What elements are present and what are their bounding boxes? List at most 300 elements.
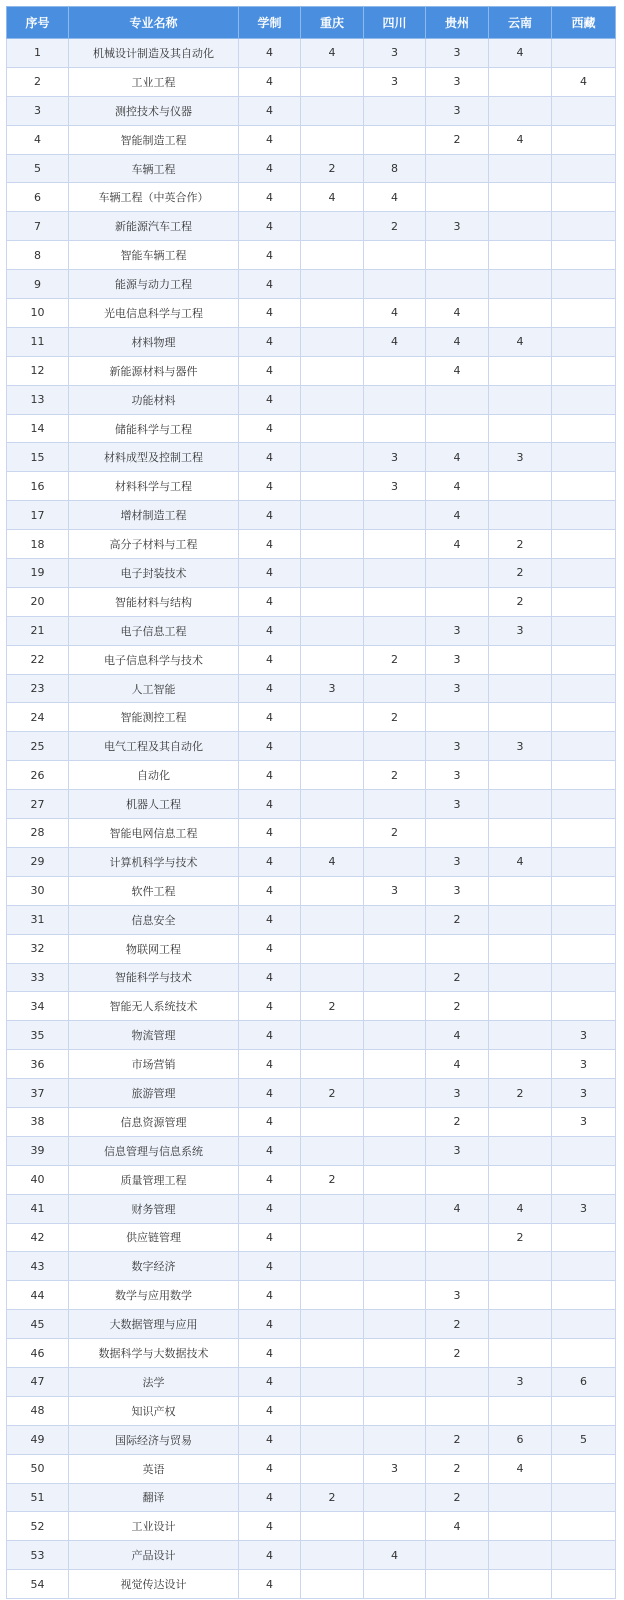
xizang-cell: [552, 732, 616, 761]
table-row: [7, 645, 616, 674]
sichuan-cell: [364, 96, 426, 125]
sichuan-cell: [364, 790, 426, 819]
yunnan-cell: [489, 1483, 552, 1512]
duration-cell: 4: [239, 1483, 301, 1512]
yunnan-cell: [489, 1252, 552, 1281]
guizhou-cell: [426, 270, 489, 299]
duration-cell: 4: [239, 674, 301, 703]
duration-cell: 4: [239, 1281, 301, 1310]
chongqing-cell: [301, 241, 364, 270]
duration-cell: 4: [239, 472, 301, 501]
index-cell: 29: [7, 847, 69, 876]
guizhou-cell: [426, 241, 489, 270]
major-name-cell: 信息管理与信息系统: [69, 1136, 239, 1165]
guizhou-cell: 2: [426, 905, 489, 934]
table-header: [7, 7, 616, 39]
xizang-cell: [552, 356, 616, 385]
major-name-cell: 材料科学与工程: [69, 472, 239, 501]
chongqing-cell: [301, 1281, 364, 1310]
duration-cell: 4: [239, 154, 301, 183]
yunnan-cell: [489, 645, 552, 674]
yunnan-cell: [489, 963, 552, 992]
guizhou-cell: [426, 1165, 489, 1194]
chongqing-cell: [301, 414, 364, 443]
major-name-cell: 电子信息科学与技术: [69, 645, 239, 674]
guizhou-cell: 3: [426, 732, 489, 761]
yunnan-cell: [489, 1136, 552, 1165]
index-cell: 7: [7, 212, 69, 241]
index-cell: 30: [7, 876, 69, 905]
sichuan-cell: [364, 1252, 426, 1281]
sichuan-cell: [364, 674, 426, 703]
major-name-cell: 机械设计制造及其自动化: [69, 39, 239, 68]
index-cell: 33: [7, 963, 69, 992]
chongqing-cell: [301, 1107, 364, 1136]
guizhou-cell: [426, 1223, 489, 1252]
guizhou-cell: [426, 934, 489, 963]
sichuan-cell: [364, 1050, 426, 1079]
duration-cell: 4: [239, 385, 301, 414]
table-row: [7, 1050, 616, 1079]
duration-cell: 4: [239, 270, 301, 299]
sichuan-cell: [364, 847, 426, 876]
duration-cell: 4: [239, 963, 301, 992]
col-header-yunnan: 云南: [489, 7, 552, 39]
duration-cell: 4: [239, 1107, 301, 1136]
xizang-cell: [552, 1339, 616, 1368]
xizang-cell: [552, 1483, 616, 1512]
guizhou-cell: 4: [426, 501, 489, 530]
duration-cell: 4: [239, 992, 301, 1021]
yunnan-cell: 4: [489, 1454, 552, 1483]
guizhou-cell: 2: [426, 1483, 489, 1512]
yunnan-cell: [489, 1396, 552, 1425]
guizhou-cell: [426, 1570, 489, 1599]
sichuan-cell: 2: [364, 212, 426, 241]
yunnan-cell: 3: [489, 616, 552, 645]
index-cell: 9: [7, 270, 69, 299]
sichuan-cell: 4: [364, 1541, 426, 1570]
chongqing-cell: 4: [301, 39, 364, 68]
index-cell: 54: [7, 1570, 69, 1599]
major-name-cell: 大数据管理与应用: [69, 1310, 239, 1339]
duration-cell: 4: [239, 530, 301, 559]
guizhou-cell: 3: [426, 39, 489, 68]
sichuan-cell: [364, 1425, 426, 1454]
duration-cell: 4: [239, 1310, 301, 1339]
major-name-cell: 功能材料: [69, 385, 239, 414]
xizang-cell: [552, 963, 616, 992]
sichuan-cell: [364, 530, 426, 559]
yunnan-cell: 4: [489, 847, 552, 876]
sichuan-cell: 3: [364, 443, 426, 472]
table-row: [7, 761, 616, 790]
xizang-cell: [552, 819, 616, 848]
sichuan-cell: 2: [364, 645, 426, 674]
chongqing-cell: [301, 1223, 364, 1252]
xizang-cell: [552, 790, 616, 819]
chongqing-cell: [301, 1367, 364, 1396]
chongqing-cell: [301, 1541, 364, 1570]
duration-cell: 4: [239, 876, 301, 905]
table-row: [7, 1223, 616, 1252]
yunnan-cell: 3: [489, 443, 552, 472]
xizang-cell: [552, 125, 616, 154]
yunnan-cell: [489, 761, 552, 790]
sichuan-cell: [364, 1281, 426, 1310]
chongqing-cell: [301, 1050, 364, 1079]
duration-cell: 4: [239, 732, 301, 761]
guizhou-cell: 2: [426, 1339, 489, 1368]
duration-cell: 4: [239, 183, 301, 212]
xizang-cell: [552, 847, 616, 876]
yunnan-cell: [489, 270, 552, 299]
yunnan-cell: [489, 1050, 552, 1079]
duration-cell: 4: [239, 1454, 301, 1483]
sichuan-cell: [364, 1194, 426, 1223]
duration-cell: 4: [239, 125, 301, 154]
chongqing-cell: [301, 1252, 364, 1281]
sichuan-cell: [364, 270, 426, 299]
index-cell: 21: [7, 616, 69, 645]
sichuan-cell: [364, 1107, 426, 1136]
index-cell: 53: [7, 1541, 69, 1570]
index-cell: 49: [7, 1425, 69, 1454]
yunnan-cell: 2: [489, 559, 552, 588]
xizang-cell: [552, 905, 616, 934]
index-cell: 32: [7, 934, 69, 963]
duration-cell: 4: [239, 1079, 301, 1108]
major-name-cell: 高分子材料与工程: [69, 530, 239, 559]
duration-cell: 4: [239, 1223, 301, 1252]
yunnan-cell: 4: [489, 327, 552, 356]
sichuan-cell: 2: [364, 819, 426, 848]
yunnan-cell: [489, 1281, 552, 1310]
chongqing-cell: [301, 1339, 364, 1368]
yunnan-cell: [489, 703, 552, 732]
yunnan-cell: [489, 1512, 552, 1541]
index-cell: 38: [7, 1107, 69, 1136]
index-cell: 27: [7, 790, 69, 819]
yunnan-cell: [489, 154, 552, 183]
index-cell: 41: [7, 1194, 69, 1223]
chongqing-cell: [301, 905, 364, 934]
chongqing-cell: [301, 96, 364, 125]
index-cell: 47: [7, 1367, 69, 1396]
duration-cell: 4: [239, 819, 301, 848]
chongqing-cell: [301, 270, 364, 299]
guizhou-cell: 2: [426, 1107, 489, 1136]
sichuan-cell: [364, 1136, 426, 1165]
guizhou-cell: [426, 154, 489, 183]
guizhou-cell: 3: [426, 212, 489, 241]
guizhou-cell: 2: [426, 1425, 489, 1454]
guizhou-cell: 2: [426, 963, 489, 992]
xizang-cell: [552, 1281, 616, 1310]
guizhou-cell: 3: [426, 790, 489, 819]
yunnan-cell: [489, 299, 552, 328]
chongqing-cell: [301, 1570, 364, 1599]
chongqing-cell: [301, 1396, 364, 1425]
index-cell: 16: [7, 472, 69, 501]
major-name-cell: 信息资源管理: [69, 1107, 239, 1136]
xizang-cell: [552, 1512, 616, 1541]
index-cell: 36: [7, 1050, 69, 1079]
xizang-cell: [552, 299, 616, 328]
chongqing-cell: 2: [301, 992, 364, 1021]
table-row: [7, 963, 616, 992]
duration-cell: 4: [239, 616, 301, 645]
guizhou-cell: 3: [426, 96, 489, 125]
yunnan-cell: [489, 472, 552, 501]
chongqing-cell: [301, 1310, 364, 1339]
yunnan-cell: [489, 183, 552, 212]
yunnan-cell: 4: [489, 39, 552, 68]
index-cell: 51: [7, 1483, 69, 1512]
chongqing-cell: [301, 327, 364, 356]
duration-cell: 4: [239, 241, 301, 270]
sichuan-cell: [364, 1483, 426, 1512]
col-header-sichuan: 四川: [364, 7, 426, 39]
col-header-index: 序号: [7, 7, 69, 39]
table-row: [7, 559, 616, 588]
table-row: [7, 414, 616, 443]
guizhou-cell: 2: [426, 1454, 489, 1483]
chongqing-cell: [301, 616, 364, 645]
duration-cell: 4: [239, 1339, 301, 1368]
table-row: [7, 154, 616, 183]
sichuan-cell: [364, 1021, 426, 1050]
xizang-cell: [552, 1136, 616, 1165]
yunnan-cell: [489, 992, 552, 1021]
index-cell: 52: [7, 1512, 69, 1541]
col-header-major: 专业名称: [69, 7, 239, 39]
major-name-cell: 数学与应用数学: [69, 1281, 239, 1310]
chongqing-cell: [301, 212, 364, 241]
index-cell: 13: [7, 385, 69, 414]
chongqing-cell: [301, 587, 364, 616]
xizang-cell: [552, 1165, 616, 1194]
table-row: [7, 1454, 616, 1483]
col-header-duration: 学制: [239, 7, 301, 39]
major-name-cell: 新能源汽车工程: [69, 212, 239, 241]
sichuan-cell: [364, 385, 426, 414]
yunnan-cell: 3: [489, 1367, 552, 1396]
chongqing-cell: [301, 501, 364, 530]
duration-cell: 4: [239, 1396, 301, 1425]
guizhou-cell: [426, 1367, 489, 1396]
guizhou-cell: 4: [426, 1194, 489, 1223]
xizang-cell: [552, 154, 616, 183]
guizhou-cell: [426, 183, 489, 212]
table-row: [7, 1310, 616, 1339]
duration-cell: 4: [239, 96, 301, 125]
index-cell: 40: [7, 1165, 69, 1194]
table-row: [7, 1252, 616, 1281]
yunnan-cell: [489, 501, 552, 530]
xizang-cell: [552, 530, 616, 559]
table-row: [7, 703, 616, 732]
table-row: [7, 39, 616, 68]
sichuan-cell: 2: [364, 761, 426, 790]
guizhou-cell: 3: [426, 1079, 489, 1108]
index-cell: 5: [7, 154, 69, 183]
duration-cell: 4: [239, 934, 301, 963]
col-header-guizhou: 贵州: [426, 7, 489, 39]
table-row: [7, 819, 616, 848]
major-name-cell: 英语: [69, 1454, 239, 1483]
chongqing-cell: [301, 125, 364, 154]
table-row: [7, 1194, 616, 1223]
guizhou-cell: 4: [426, 1050, 489, 1079]
sichuan-cell: [364, 1310, 426, 1339]
index-cell: 42: [7, 1223, 69, 1252]
table-row: [7, 327, 616, 356]
yunnan-cell: [489, 1107, 552, 1136]
index-cell: 4: [7, 125, 69, 154]
guizhou-cell: [426, 819, 489, 848]
chongqing-cell: [301, 732, 364, 761]
sichuan-cell: [364, 1339, 426, 1368]
table-row: [7, 67, 616, 96]
guizhou-cell: 4: [426, 356, 489, 385]
index-cell: 15: [7, 443, 69, 472]
sichuan-cell: 3: [364, 472, 426, 501]
index-cell: 43: [7, 1252, 69, 1281]
guizhou-cell: 2: [426, 1310, 489, 1339]
duration-cell: 4: [239, 790, 301, 819]
guizhou-cell: 4: [426, 472, 489, 501]
chongqing-cell: [301, 761, 364, 790]
table-row: [7, 616, 616, 645]
major-name-cell: 物流管理: [69, 1021, 239, 1050]
guizhou-cell: [426, 559, 489, 588]
table-row: [7, 790, 616, 819]
index-cell: 14: [7, 414, 69, 443]
yunnan-cell: 6: [489, 1425, 552, 1454]
guizhou-cell: 3: [426, 67, 489, 96]
table-row: [7, 1079, 616, 1108]
chongqing-cell: [301, 356, 364, 385]
table-row: [7, 270, 616, 299]
chongqing-cell: [301, 1512, 364, 1541]
major-name-cell: 智能测控工程: [69, 703, 239, 732]
chongqing-cell: [301, 1194, 364, 1223]
index-cell: 39: [7, 1136, 69, 1165]
chongqing-cell: 3: [301, 674, 364, 703]
major-name-cell: 能源与动力工程: [69, 270, 239, 299]
table-body: [7, 39, 616, 1599]
guizhou-cell: 3: [426, 674, 489, 703]
index-cell: 44: [7, 1281, 69, 1310]
duration-cell: 4: [239, 39, 301, 68]
sichuan-cell: 3: [364, 1454, 426, 1483]
guizhou-cell: [426, 1541, 489, 1570]
table-row: [7, 299, 616, 328]
sichuan-cell: [364, 356, 426, 385]
sichuan-cell: [364, 963, 426, 992]
xizang-cell: 3: [552, 1021, 616, 1050]
chongqing-cell: [301, 645, 364, 674]
chongqing-cell: 2: [301, 1483, 364, 1512]
major-name-cell: 电子信息工程: [69, 616, 239, 645]
yunnan-cell: 4: [489, 1194, 552, 1223]
duration-cell: 4: [239, 212, 301, 241]
xizang-cell: [552, 212, 616, 241]
sichuan-cell: [364, 1570, 426, 1599]
duration-cell: 4: [239, 67, 301, 96]
xizang-cell: [552, 501, 616, 530]
chongqing-cell: [301, 472, 364, 501]
guizhou-cell: 4: [426, 299, 489, 328]
table-row: [7, 934, 616, 963]
major-name-cell: 市场营销: [69, 1050, 239, 1079]
major-name-cell: 工业设计: [69, 1512, 239, 1541]
xizang-cell: [552, 241, 616, 270]
duration-cell: 4: [239, 299, 301, 328]
yunnan-cell: [489, 1339, 552, 1368]
duration-cell: 4: [239, 501, 301, 530]
sichuan-cell: 8: [364, 154, 426, 183]
guizhou-cell: 3: [426, 1281, 489, 1310]
guizhou-cell: 3: [426, 645, 489, 674]
duration-cell: 4: [239, 559, 301, 588]
table-row: [7, 992, 616, 1021]
chongqing-cell: 4: [301, 847, 364, 876]
xizang-cell: [552, 761, 616, 790]
major-name-cell: 材料成型及控制工程: [69, 443, 239, 472]
major-name-cell: 工业工程: [69, 67, 239, 96]
major-name-cell: 车辆工程: [69, 154, 239, 183]
chongqing-cell: [301, 443, 364, 472]
major-name-cell: 视觉传达设计: [69, 1570, 239, 1599]
sichuan-cell: [364, 1396, 426, 1425]
col-header-chongqing: 重庆: [301, 7, 364, 39]
yunnan-cell: [489, 1541, 552, 1570]
yunnan-cell: [489, 1310, 552, 1339]
major-name-cell: 电子封装技术: [69, 559, 239, 588]
guizhou-cell: [426, 587, 489, 616]
table-row: [7, 212, 616, 241]
table-row: [7, 732, 616, 761]
table-row: [7, 674, 616, 703]
chongqing-cell: [301, 790, 364, 819]
index-cell: 28: [7, 819, 69, 848]
major-name-cell: 智能材料与结构: [69, 587, 239, 616]
xizang-cell: [552, 270, 616, 299]
major-name-cell: 智能无人系统技术: [69, 992, 239, 1021]
index-cell: 35: [7, 1021, 69, 1050]
sichuan-cell: 3: [364, 876, 426, 905]
sichuan-cell: 4: [364, 299, 426, 328]
major-name-cell: 智能电网信息工程: [69, 819, 239, 848]
chongqing-cell: [301, 876, 364, 905]
index-cell: 37: [7, 1079, 69, 1108]
table-row: [7, 1483, 616, 1512]
duration-cell: 4: [239, 905, 301, 934]
xizang-cell: [552, 1223, 616, 1252]
chongqing-cell: [301, 559, 364, 588]
chongqing-cell: [301, 1136, 364, 1165]
yunnan-cell: 4: [489, 125, 552, 154]
yunnan-cell: [489, 819, 552, 848]
guizhou-cell: [426, 1396, 489, 1425]
header-row: [7, 7, 616, 39]
duration-cell: 4: [239, 1252, 301, 1281]
sichuan-cell: [364, 559, 426, 588]
index-cell: 18: [7, 530, 69, 559]
chongqing-cell: 2: [301, 1079, 364, 1108]
